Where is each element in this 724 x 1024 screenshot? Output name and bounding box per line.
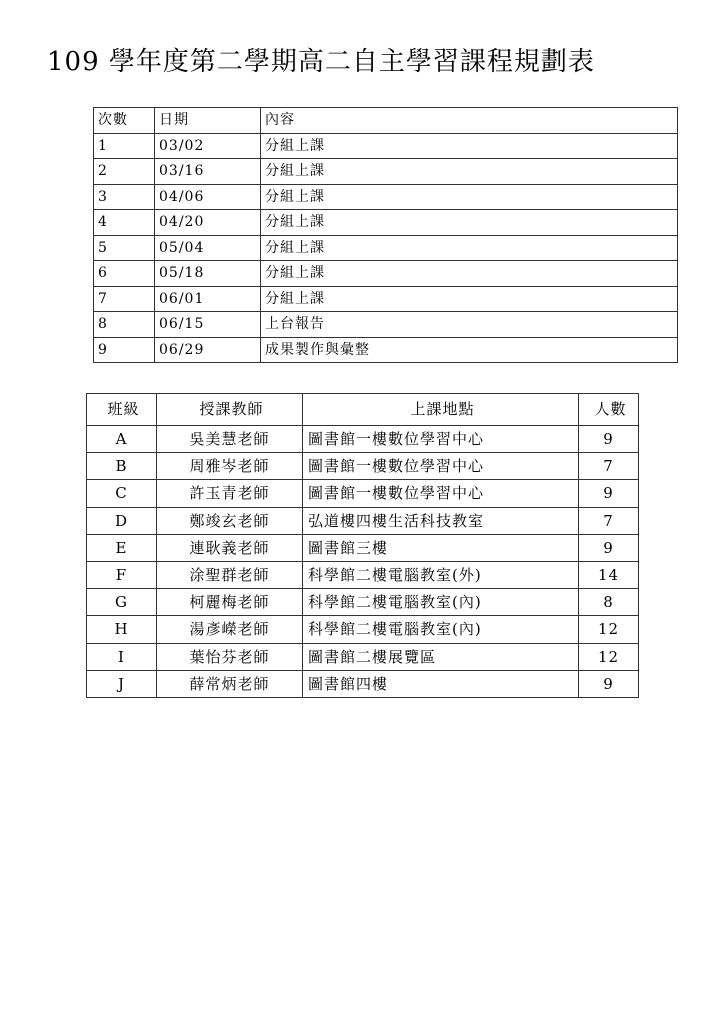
classes-cell-teacher: 薛常炳老師	[157, 670, 303, 697]
classes-header-row	[87, 394, 639, 426]
schedule-header-date: 日期	[155, 108, 261, 134]
classes-cell-teacher: 湯彥嶸老師	[157, 616, 303, 643]
classes-row	[87, 643, 639, 670]
classes-cell-location: 科學館二樓電腦教室(內)	[303, 589, 579, 616]
schedule-cell-content: 成果製作與彙整	[261, 337, 678, 363]
schedule-cell-session: 3	[94, 184, 155, 210]
classes-row	[87, 616, 639, 643]
classes-cell-teacher: 吳美慧老師	[157, 426, 303, 453]
classes-cell-class: H	[87, 616, 157, 643]
schedule-row	[94, 133, 678, 159]
classes-cell-teacher: 葉怡芬老師	[157, 643, 303, 670]
classes-row	[87, 507, 639, 534]
classes-header-class: 班級	[87, 394, 157, 426]
classes-row	[87, 453, 639, 480]
schedule-row	[94, 286, 678, 312]
classes-cell-teacher: 周雅岑老師	[157, 453, 303, 480]
schedule-cell-session: 5	[94, 235, 155, 261]
schedule-cell-date: 06/15	[155, 312, 261, 338]
page-title: 109 學年度第二學期高二自主學習課程規劃表	[47, 47, 595, 77]
schedule-cell-date: 06/01	[155, 286, 261, 312]
classes-cell-teacher: 許玉青老師	[157, 480, 303, 507]
schedule-cell-session: 6	[94, 261, 155, 287]
schedule-row	[94, 312, 678, 338]
schedule-cell-session: 4	[94, 210, 155, 236]
classes-table	[86, 393, 639, 698]
classes-cell-count: 12	[579, 643, 639, 670]
schedule-cell-content: 分組上課	[261, 235, 678, 261]
classes-cell-teacher: 涂聖群老師	[157, 561, 303, 588]
schedule-row	[94, 159, 678, 185]
classes-cell-class: C	[87, 480, 157, 507]
classes-cell-count: 9	[579, 534, 639, 561]
classes-cell-teacher: 柯麗梅老師	[157, 589, 303, 616]
schedule-cell-content: 分組上課	[261, 286, 678, 312]
schedule-cell-date: 04/20	[155, 210, 261, 236]
schedule-cell-date: 05/04	[155, 235, 261, 261]
schedule-cell-session: 7	[94, 286, 155, 312]
classes-cell-teacher: 連耿義老師	[157, 534, 303, 561]
classes-cell-class: E	[87, 534, 157, 561]
classes-cell-class: B	[87, 453, 157, 480]
schedule-header-row	[94, 108, 678, 134]
classes-header-count: 人數	[579, 394, 639, 426]
classes-cell-location: 圖書館四樓	[303, 670, 579, 697]
classes-cell-count: 7	[579, 453, 639, 480]
classes-cell-class: F	[87, 561, 157, 588]
classes-cell-location: 科學館二樓電腦教室(內)	[303, 616, 579, 643]
schedule-row	[94, 210, 678, 236]
classes-cell-class: I	[87, 643, 157, 670]
classes-cell-location: 弘道樓四樓生活科技教室	[303, 507, 579, 534]
classes-cell-location: 圖書館一樓數位學習中心	[303, 480, 579, 507]
classes-row	[87, 561, 639, 588]
classes-cell-count: 8	[579, 589, 639, 616]
classes-row	[87, 670, 639, 697]
schedule-cell-session: 2	[94, 159, 155, 185]
schedule-cell-date: 03/02	[155, 133, 261, 159]
schedule-cell-date: 05/18	[155, 261, 261, 287]
schedule-cell-session: 1	[94, 133, 155, 159]
classes-header-teacher: 授課教師	[157, 394, 303, 426]
schedule-table	[93, 107, 678, 363]
classes-cell-count: 14	[579, 561, 639, 588]
classes-cell-location: 圖書館一樓數位學習中心	[303, 426, 579, 453]
classes-cell-class: D	[87, 507, 157, 534]
schedule-header-content: 內容	[261, 108, 678, 134]
schedule-cell-session: 8	[94, 312, 155, 338]
schedule-cell-content: 分組上課	[261, 133, 678, 159]
classes-cell-teacher: 鄭竣玄老師	[157, 507, 303, 534]
schedule-row	[94, 184, 678, 210]
classes-cell-count: 7	[579, 507, 639, 534]
classes-cell-count: 9	[579, 480, 639, 507]
classes-row	[87, 426, 639, 453]
classes-cell-location: 圖書館一樓數位學習中心	[303, 453, 579, 480]
schedule-cell-content: 分組上課	[261, 159, 678, 185]
classes-cell-count: 9	[579, 670, 639, 697]
classes-cell-count: 12	[579, 616, 639, 643]
schedule-cell-date: 06/29	[155, 337, 261, 363]
classes-cell-class: J	[87, 670, 157, 697]
schedule-cell-date: 04/06	[155, 184, 261, 210]
schedule-cell-content: 分組上課	[261, 184, 678, 210]
classes-cell-location: 科學館二樓電腦教室(外)	[303, 561, 579, 588]
schedule-cell-date: 03/16	[155, 159, 261, 185]
classes-row	[87, 534, 639, 561]
schedule-cell-content: 分組上課	[261, 261, 678, 287]
classes-row	[87, 589, 639, 616]
schedule-cell-content: 上台報告	[261, 312, 678, 338]
classes-cell-location: 圖書館二樓展覽區	[303, 643, 579, 670]
schedule-header-session: 次數	[94, 108, 155, 134]
classes-cell-count: 9	[579, 426, 639, 453]
schedule-cell-session: 9	[94, 337, 155, 363]
classes-cell-class: A	[87, 426, 157, 453]
schedule-cell-content: 分組上課	[261, 210, 678, 236]
schedule-row	[94, 235, 678, 261]
classes-cell-location: 圖書館三樓	[303, 534, 579, 561]
schedule-row	[94, 261, 678, 287]
schedule-row	[94, 337, 678, 363]
classes-row	[87, 480, 639, 507]
classes-cell-class: G	[87, 589, 157, 616]
classes-header-location: 上課地點	[303, 394, 579, 426]
